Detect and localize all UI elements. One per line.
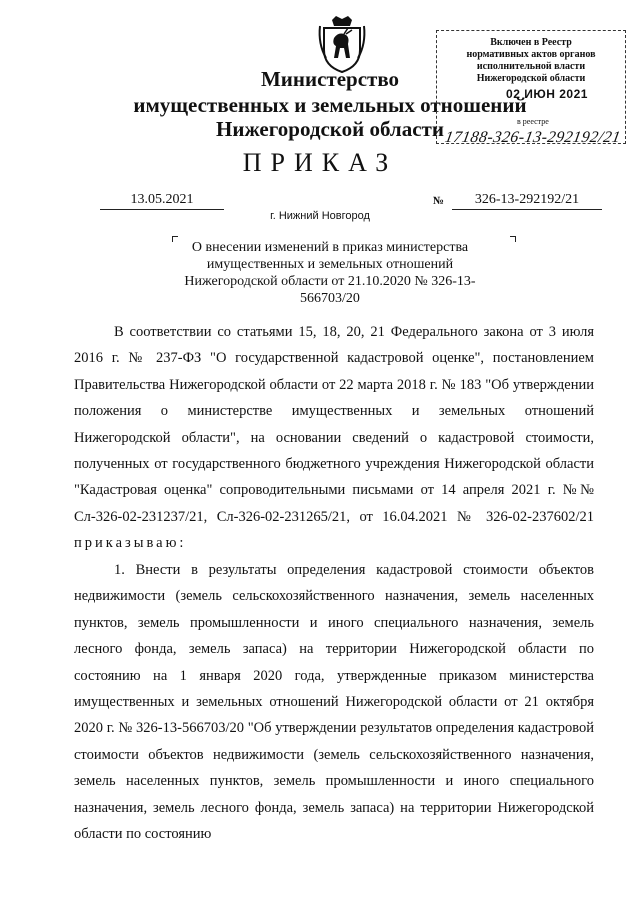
- stamp-line-4: Нижегородской области: [476, 73, 586, 84]
- stamp-line-2: нормативных актов органов: [466, 49, 596, 60]
- registration-stamp: [436, 30, 626, 144]
- document-subject: О внесении изменений в приказ министерства имущественных и земельных отношений Нижегородской области от 21.10.2020 № 326-13-566703/20: [184, 240, 476, 306]
- body-paragraph-1: [74, 319, 594, 557]
- stamp-date: 02 ИЮН 2021: [506, 87, 588, 101]
- paragraph-1-spaced-word: приказываю:: [74, 535, 187, 552]
- ministry-name-line-3: Нижегородской области: [216, 117, 444, 141]
- stamp-small-text: в реестре: [517, 117, 549, 126]
- city-line: г. Нижний Новгород: [270, 210, 370, 222]
- subject-bracket-right: [510, 236, 516, 242]
- paragraph-1-text: В соответствии со статьями 15, 18, 20, 21 Федерального закона от 3 июля 2016 г. № 237-ФЗ "О государственной кадастровой оценке", постановлением Правительства Нижегородской области от 22 марта 2018 г. № 183 "Об утверждении положения о министерстве имущественных и земельных отношений Нижегородской области", на основании сведений о кадастровой стоимости, полученных от государственного бюджетного учреждения Нижегородской области "Кадастровая оценка" сопроводительными письмами от 14 апреля 2021 г. №№ Сл-326-02-231237/21, Сл-326-02-231265/21, от 16.04.2021 № 326-02-237602/21: [74, 324, 594, 525]
- ministry-name-line-1: Министерство: [260, 67, 400, 91]
- body-paragraph-2: 1. Внести в результаты определения кадастровой стоимости объектов недвижимости (земель сельскохозяйственного назначения, земель населенных пунктов, земель промышленности и иного специального назначения, земель лесного фонда, земель запаса) на территории Нижегородской области по состоянию на 1 января 2020 года, утвержденные приказом министерства имущественных и земельных отношений Нижегородской области от 21 октября 2020 г. № 326-13-566703/20 "Об утверждении результатов определения кадастровой стоимости объектов недвижимости (земель сельскохозяйственного назначения, земель населенных пунктов, земель промышленности и иного специального назначения, земель лесного фонда, земель запаса) на территории Нижегородской области по состоянию: [74, 562, 594, 843]
- document-title: ПРИКАЗ: [242, 148, 398, 177]
- number-sign: №: [433, 195, 445, 207]
- stamp-line-3: исполнительной власти: [476, 61, 586, 72]
- document-date: 13.05.2021: [100, 192, 224, 210]
- stamp-handwritten-number: 17188-326-13-292192/21: [443, 129, 623, 146]
- ministry-name-line-2: имущественных и земельных отношений: [133, 93, 527, 117]
- document-number: 326-13-292192/21: [452, 192, 602, 210]
- subject-bracket-left: [172, 236, 178, 242]
- coat-of-arms-icon: [316, 14, 368, 74]
- stamp-line-1: Включен в Реестр: [490, 37, 572, 48]
